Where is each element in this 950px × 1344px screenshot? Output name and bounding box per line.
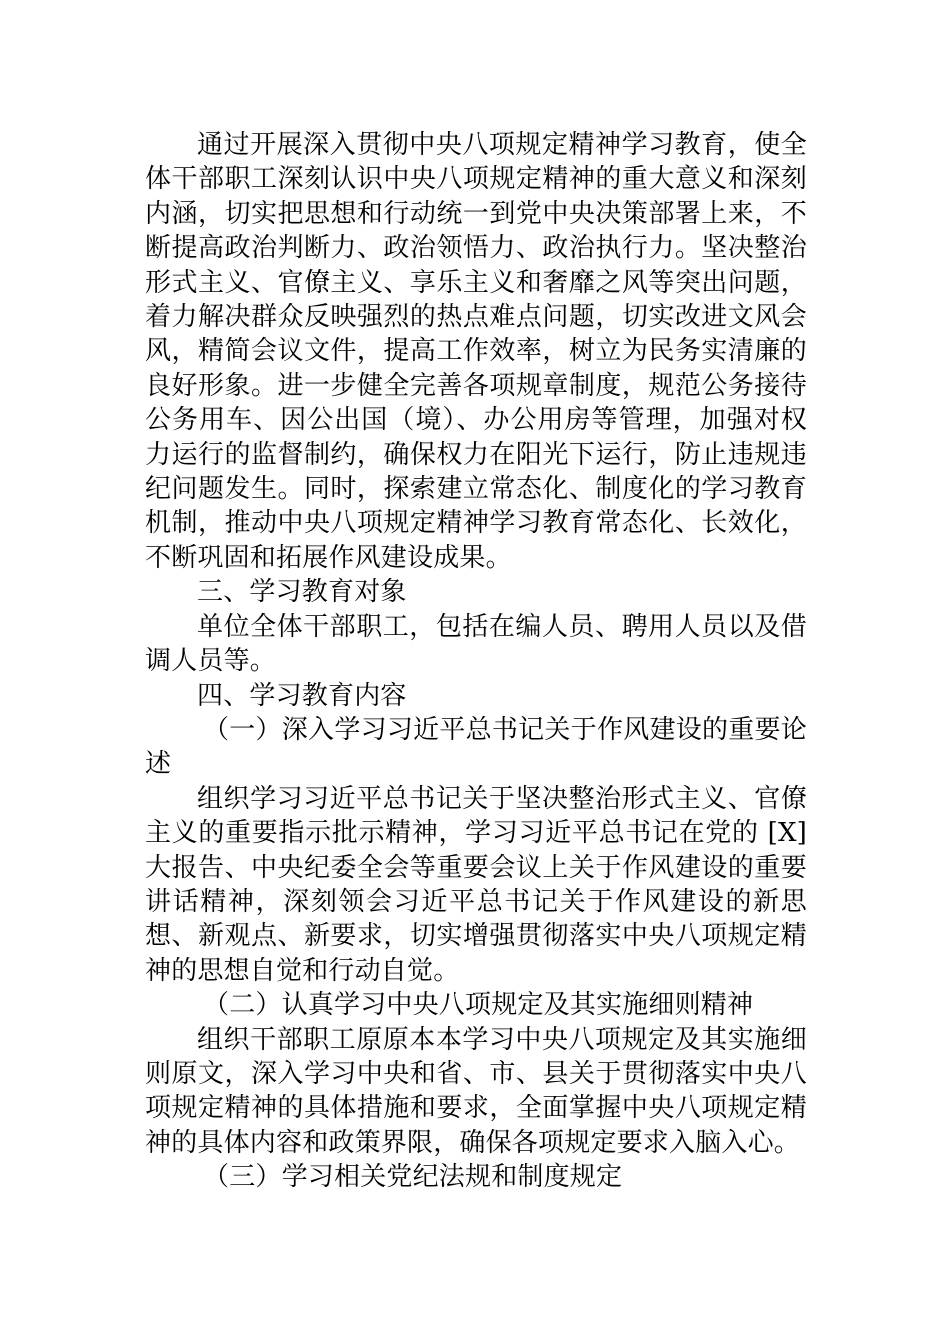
- paragraph-goals: 通过开展深入贯彻中央八项规定精神学习教育，使全体干部职工深刻认识中央八项规定精神的重大意义和深刻内涵，切实把思想和行动统一到党中央决策部署上来，不断提高政治判断力、政治领悟力、政治执行力。坚决整治形式主义、官僚主义、享乐主义和奢靡之风等突出问题，着力解决群众反映强烈的热点难点问题，切实改进文风会风，精简会议文件，提高工作效率，树立为民务实清廉的良好形象。进一步健全完善各项规章制度，规范公务接待公务用车、因公出国（境）、办公用房等管理，加强对权力运行的监督制约，确保权力在阳光下运行，防止违规违纪问题发生。同时，探索建立常态化、制度化的学习教育机制，推动中央八项规定精神学习教育常态化、长效化，不断巩固和拓展作风建设成果。: [145, 130, 807, 573]
- subsection-heading-3: （三）学习相关党纪法规和制度规定: [203, 1162, 623, 1193]
- paragraph-subsection-1: 组织学习习近平总书记关于坚决整治形式主义、官僚主义的重要指示批示精神，学习习近平总书记在党的 [X] 大报告、中央纪委全会等重要会议上关于作风建设的重要讲话精神，深刻领会习近平总书记关于作风建设的新思想、新观点、新要求，切实增强贯彻落实中央八项规定精神的思想自觉和行动自觉。: [145, 783, 807, 986]
- section-heading-learning-content: 四、学习教育内容: [197, 680, 407, 711]
- paragraph-learning-targets: 单位全体干部职工，包括在编人员、聘用人员以及借调人员等。: [145, 611, 807, 677]
- subsection-heading-2: （二）认真学习中央八项规定及其实施细则精神: [203, 990, 754, 1021]
- subsection-heading-1: （一）深入学习习近平总书记关于作风建设的重要论述: [145, 714, 807, 780]
- section-heading-learning-targets: 三、学习教育对象: [197, 577, 407, 608]
- document-body: [145, 128, 807, 1195]
- paragraph-subsection-2: 组织干部职工原原本本学习中央八项规定及其实施细则原文，深入学习中央和省、市、县关于贯彻落实中央八项规定精神的具体措施和要求，全面掌握中央八项规定精神的具体内容和政策界限，确保各项规定要求入脑入心。: [145, 1024, 807, 1158]
